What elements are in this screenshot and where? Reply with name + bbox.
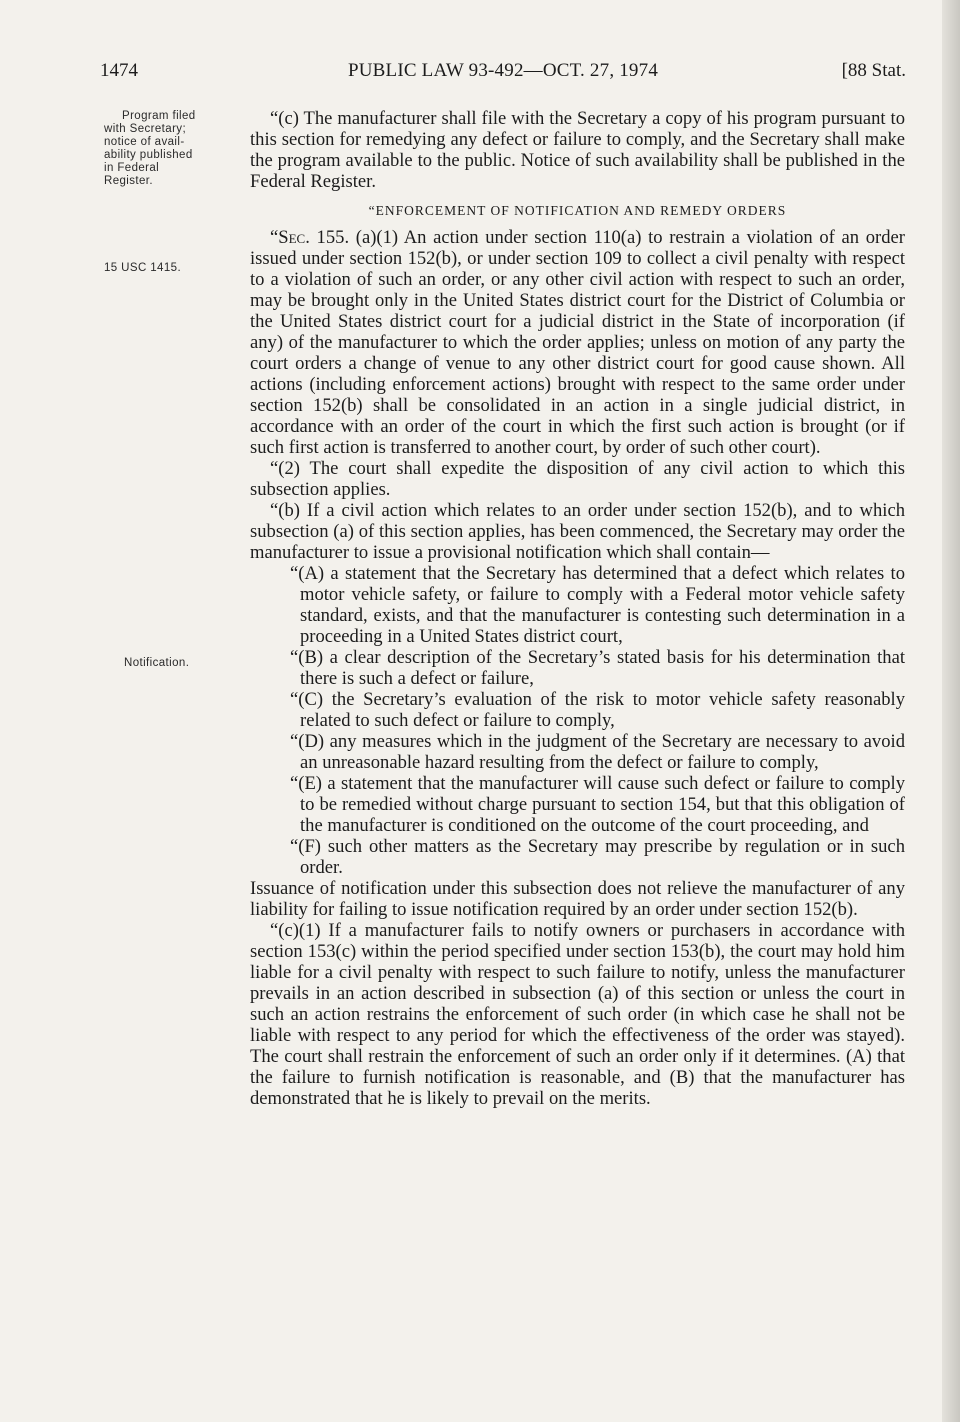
item-F: “(F) such other matters as the Secretary may prescribe by regulation or in such order.	[290, 836, 905, 878]
paragraph-c1: “(c)(1) If a manufacturer fails to notify owners or purchasers in accordance with section 153(c) within the period specified under section 153(b), the court may hold him liable for a civil penalty with respect to such failure to notify, unless the manufacturer prevails in an action described in subsection (a) of this section or unless the court in such an action restrains the enforcement of such order (in which case he shall not be liable with respect to any period for which the effectiveness of the order was stayed). The court shall restrain the enforcement of such an order only if it determines. (A) that the failure to furnish notification is reasonable, and (B) that the manufacturer has demonstrated that he is likely to prevail on the merits.	[250, 920, 905, 1109]
paragraph-c: “(c) The manufacturer shall file with the Secretary a copy of his program pursuant to this section for remedying any defect or failure to comply, and the Secretary shall make the program available to the public. Notice of such availability shall be published in the Federal Register.	[250, 108, 905, 192]
page-number: 1474	[100, 60, 138, 81]
margin-note-usc: 15 USC 1415.	[104, 262, 182, 274]
page-title: PUBLIC LAW 93-492—OCT. 27, 1974	[347, 60, 659, 81]
margin-note-notification: Notification.	[124, 657, 190, 669]
paragraph-b: “(b) If a civil action which relates to an order under section 152(b), and to which subsection (a) of this section applies, has been commenced, the Secretary may order the manufacturer to issue a provisional notification which shall contain—	[250, 500, 905, 563]
section-heading: “ENFORCEMENT OF NOTIFICATION AND REMEDY ORDERS	[368, 203, 787, 218]
section-label: “Sec.	[270, 227, 310, 248]
item-E: “(E) a statement that the manufacturer will cause such defect or failure to comply to be remedied without charge pursuant to section 154, but that this obligation of the manufacturer is conditioned on the outcome of the court proceeding, and	[290, 773, 905, 836]
item-B: “(B) a clear description of the Secretary’s stated basis for his determination that there is such a defect or failure,	[290, 647, 905, 689]
running-header	[100, 60, 906, 88]
item-A: “(A) a statement that the Secretary has determined that a defect which relates to motor vehicle safety, or failure to comply with a Federal motor vehicle safety standard, exists, and that the manufacturer is contesting such determination in a proceeding in a United States district court,	[290, 563, 905, 647]
margin-note-program-filed: Program filed with Secretary; notice of avail- ability published in Federal Register.	[104, 110, 196, 187]
item-D: “(D) any measures which in the judgment of the Secretary are necessary to avoid an unreasonable hazard resulting from the defect or failure to comply,	[290, 731, 905, 773]
statute-body	[250, 108, 905, 1109]
statute-volume: [88 Stat.	[841, 60, 906, 81]
page-edge-shadow	[942, 0, 960, 1422]
item-C: “(C) the Secretary’s evaluation of the risk to motor vehicle safety reasonably related to such defect or failure to comply,	[290, 689, 905, 731]
issuance-paragraph: Issuance of notification under this subsection does not relieve the manufacturer of any liability for failing to issue notification required by an order under section 152(b).	[250, 878, 905, 920]
paragraph-a2: “(2) The court shall expedite the disposition of any civil action to which this subsection applies.	[250, 458, 905, 500]
section-155-a1: “Sec. 155. (a)(1) An action under section 110(a) to restrain a violation of an order issued under section 152(b), or under section 109 to collect a civil penalty with respect to a violation of such an order, or any other civil action with respect to such an order, may be brought only in the United States district court for the District of Columbia or the United States district court for a judicial district in the State of incorporation (if any) of the manufacturer to which the order applies; unless on motion of any party the court orders a change of venue to any other district court for good cause shown. All actions (including enforcement actions) brought with respect to the same order under section 152(b) shall be consolidated in an action in a single judicial district, in accordance with an order of the court in which the first such action is brought (or if such first action is transferred to another court, by order of such other court).	[250, 227, 905, 458]
